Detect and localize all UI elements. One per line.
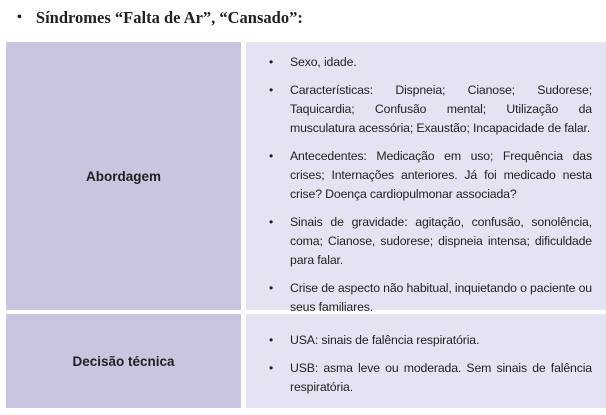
list-item: • Crise de aspecto não habitual, inquietando o paciente ou seus familiares. <box>268 279 592 317</box>
heading-bullet: • <box>17 10 22 25</box>
table-row-abordagem <box>6 42 606 314</box>
row-label: Abordagem <box>6 42 246 310</box>
list-item: • Antecedentes: Medicação em uso; Frequência das crises; Internações anteriores. Já foi medicado nesta crise? Doença cardiopulmonar associada? <box>268 147 592 204</box>
list-item: • Sinais de gravidade: agitação, confusão, sonolência, coma; Cianose, sudorese; dispneia intensa; dificuldade para falar. <box>268 213 592 270</box>
heading-text: Síndromes “Falta de Ar”, “Cansado”: <box>35 8 303 27</box>
list-item: • USB: asma leve ou moderada. Sem sinais de falência respiratória. <box>268 359 592 397</box>
item-list <box>268 53 592 317</box>
item-list <box>268 331 592 397</box>
row-content <box>246 314 606 408</box>
list-item: • Sexo, idade. <box>268 53 592 72</box>
section-heading <box>17 8 303 28</box>
row-label: Decisão técnica <box>6 314 246 408</box>
list-item: • Características: Dispneia; Cianose; Sudorese; Taquicardia; Confusão mental; Utilização da musculatura acessória; Exaustão; Incapacidade de falar. <box>268 81 592 138</box>
table-row-decisao-tecnica <box>6 314 606 408</box>
list-item: • USA: sinais de falência respiratória. <box>268 331 592 350</box>
row-content <box>246 42 606 314</box>
